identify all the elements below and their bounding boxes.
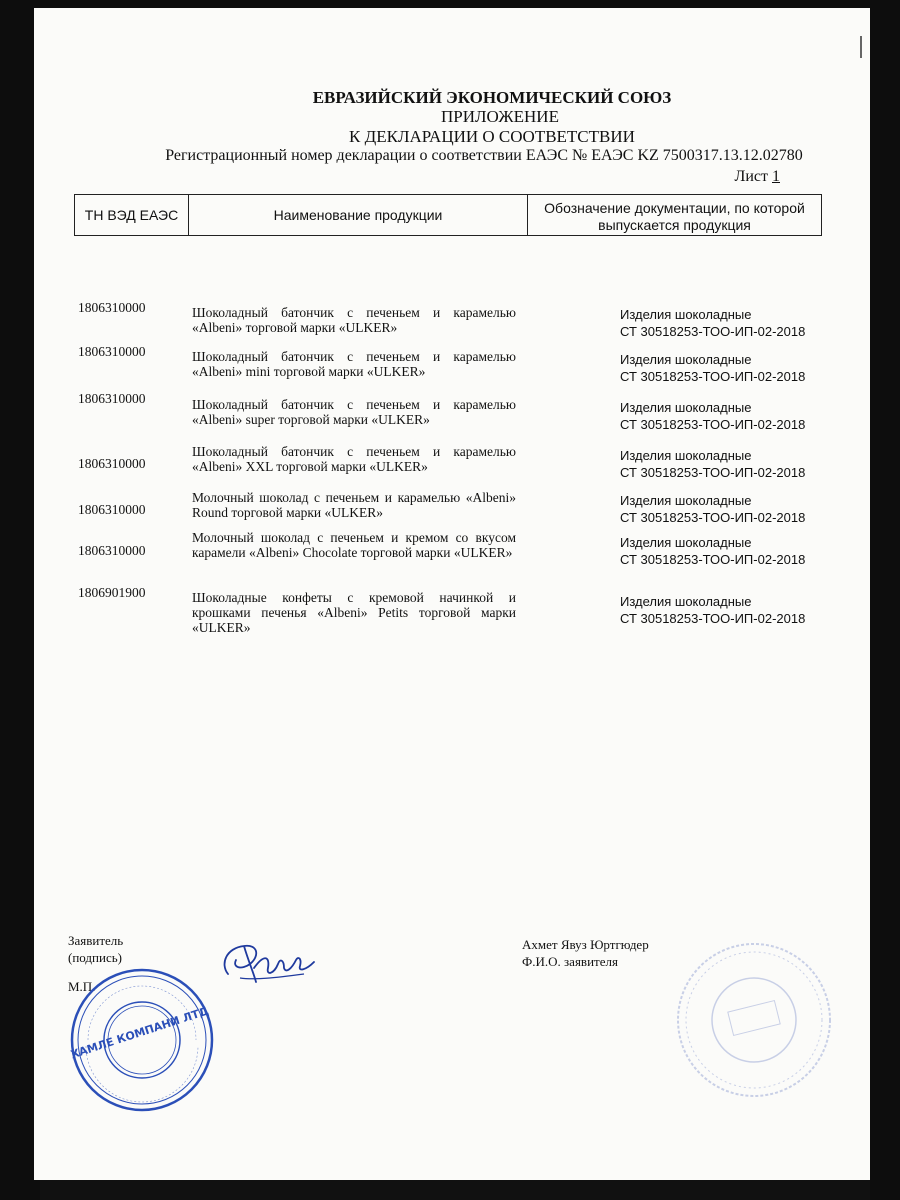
- applicant-label: Заявитель: [68, 933, 124, 948]
- row-3-name: Шоколадный батончик с печеньем и карамелью «Albeni» super торговой марки «ULKER»: [192, 397, 516, 427]
- row-7-name: Шоколадные конфеты с кремовой начинкой и крошками печенья «Albeni» Petits торговой марки «ULKER»: [192, 590, 516, 635]
- row-3-doc-standard: СТ 30518253-ТОО-ИП-02-2018: [620, 417, 806, 432]
- row-7-doc-standard: СТ 30518253-ТОО-ИП-02-2018: [620, 611, 806, 626]
- row-2-name: Шоколадный батончик с печеньем и карамелью «Albeni» mini торговой марки «ULKER»: [192, 349, 516, 379]
- header-code: ТН ВЭД ЕАЭС: [75, 195, 189, 235]
- seal-label: М.П.: [68, 979, 96, 994]
- company-stamp: [68, 966, 216, 1114]
- header-documentation: Обозначение документации, по которой выпускается продукция: [544, 200, 805, 233]
- row-7-doc: [620, 593, 850, 627]
- row-4-doc: [620, 447, 850, 481]
- scan-mark: [860, 36, 862, 58]
- document-page: [34, 8, 870, 1180]
- stamp-text: ХАМЛЕ КОМПАНИ ЛТД: [69, 1004, 211, 1062]
- row-4-doc-standard: СТ 30518253-ТОО-ИП-02-2018: [620, 465, 806, 480]
- row-6-code: 1806310000: [78, 543, 146, 558]
- row-1-doc-standard: СТ 30518253-ТОО-ИП-02-2018: [620, 324, 806, 339]
- signature-label: (подпись): [68, 950, 122, 965]
- sheet-number: [734, 168, 780, 186]
- row-6-name: Молочный шоколад с печеньем и кремом со вкусом карамели «Albeni» Chocolate торговой марки «ULKER»: [192, 530, 516, 560]
- row-1-code: 1806310000: [78, 300, 146, 315]
- table-header: [74, 194, 822, 236]
- declaration-title: К ДЕКЛАРАЦИИ О СООТВЕТСТВИИ: [349, 127, 635, 146]
- appendix-title: ПРИЛОЖЕНИЕ: [441, 107, 559, 126]
- applicant-name: Ахмет Явуз Юртгюдер: [522, 937, 649, 952]
- row-6-doc-standard: СТ 30518253-ТОО-ИП-02-2018: [620, 552, 806, 567]
- row-2-doc: [620, 351, 850, 385]
- sheet-label: Лист: [734, 168, 768, 185]
- row-6-doc: [620, 534, 850, 568]
- row-3-doc: [620, 399, 850, 433]
- row-7-code: 1806901900: [78, 585, 146, 600]
- row-5-doc-standard: СТ 30518253-ТОО-ИП-02-2018: [620, 510, 806, 525]
- header-product-name: Наименование продукции: [189, 195, 528, 235]
- row-5-doc: [620, 492, 850, 526]
- row-2-doc-standard: СТ 30518253-ТОО-ИП-02-2018: [620, 369, 806, 384]
- union-title: ЕВРАЗИЙСКИЙ ЭКОНОМИЧЕСКИЙ СОЮЗ: [312, 88, 672, 107]
- row-5-name: Молочный шоколад с печеньем и карамелью «Albeni» Round торговой марки «ULKER»: [192, 490, 516, 520]
- row-5-code: 1806310000: [78, 502, 146, 517]
- row-4-name: Шоколадный батончик с печеньем и карамелью «Albeni» XXL торговой марки «ULKER»: [192, 444, 516, 474]
- row-7-doc-type: Изделия шоколадные: [620, 594, 752, 609]
- row-3-doc-type: Изделия шоколадные: [620, 400, 752, 415]
- row-5-doc-type: Изделия шоколадные: [620, 493, 752, 508]
- sheet-value: 1: [772, 168, 780, 185]
- applicant-fio-label: Ф.И.О. заявителя: [522, 954, 618, 969]
- row-2-code: 1806310000: [78, 344, 146, 359]
- row-1-doc-type: Изделия шоколадные: [620, 307, 752, 322]
- registration-number: Регистрационный номер декларации о соответствии ЕАЭС № ЕАЭС KZ 7500317.13.12.02780: [165, 147, 803, 164]
- handwritten-signature: [214, 934, 324, 990]
- row-4-code: 1806310000: [78, 456, 146, 471]
- row-4-doc-type: Изделия шоколадные: [620, 448, 752, 463]
- row-1-name: Шоколадный батончик с печеньем и карамелью «Albeni» торговой марки «ULKER»: [192, 305, 516, 335]
- row-3-code: 1806310000: [78, 391, 146, 406]
- scan-edge: [40, 1180, 870, 1200]
- row-2-doc-type: Изделия шоколадные: [620, 352, 752, 367]
- row-6-doc-type: Изделия шоколадные: [620, 535, 752, 550]
- faded-stamp: [674, 940, 834, 1100]
- row-1-doc: [620, 306, 850, 340]
